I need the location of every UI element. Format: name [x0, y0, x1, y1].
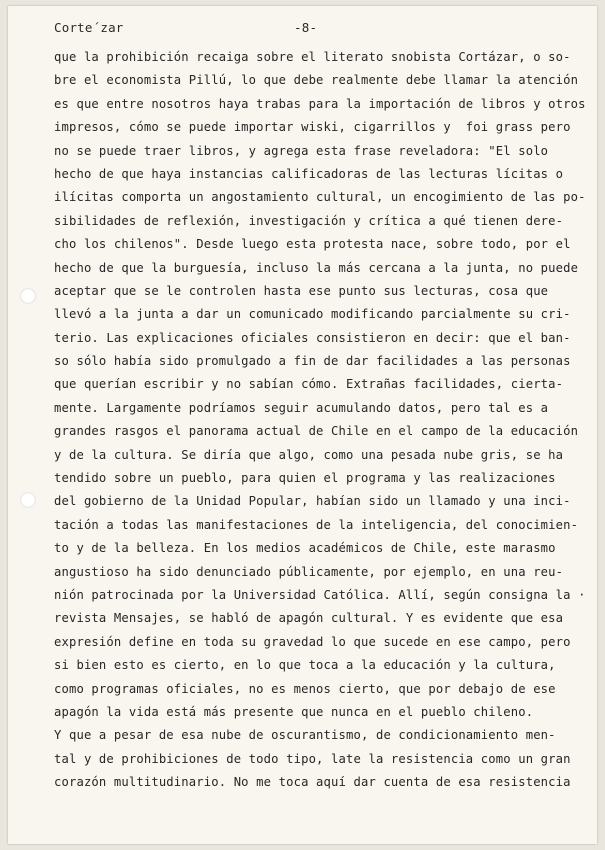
text-line: tal y de prohibiciones de todo tipo, late la resistencia como un gran [54, 751, 571, 766]
punch-hole [20, 288, 36, 304]
text-line: to y de la belleza. En los medios académicos de Chile, este marasmo [54, 541, 556, 556]
text-line: revista Mensajes, se habló de apagón cultural. Y es evidente que esa [54, 611, 564, 626]
text-line: apagón la vida está más presente que nunca en el pueblo chileno. [54, 704, 534, 719]
page-number: -8- [294, 20, 318, 35]
punch-hole [20, 492, 36, 508]
text-line: grandes rasgos el panorama actual de Chile en el campo de la educación [54, 424, 579, 439]
text-line: Y que a pesar de esa nube de oscurantismo, de condicionamiento men- [54, 728, 556, 743]
text-line: como programas oficiales, no es menos cierto, que por debajo de ese [54, 681, 556, 696]
text-line: terio. Las explicaciones oficiales consistieron en decir: que el ban- [54, 330, 571, 345]
text-line: que querían escribir y no sabían cómo. Extrañas facilidades, cierta- [54, 377, 564, 392]
text-line: mente. Largamente podríamos seguir acumulando datos, pero tal es a [54, 400, 549, 415]
text-line: aceptar que se le controlen hasta ese punto sus lecturas, cosa que [54, 283, 549, 298]
text-line: tación a todas las manifestaciones de la inteligencia, del conocimien- [54, 517, 579, 532]
text-line: tendido sobre un pueblo, para quien el programa y las realizaciones [54, 471, 556, 486]
text-line: so sólo había sido promulgado a fin de dar facilidades a las personas [54, 354, 571, 369]
text-line: impresos, cómo se puede importar wiski, cigarrillos y foi grass pero [54, 120, 571, 135]
text-line: hecho de que la burguesía, incluso la más cercana a la junta, no puede [54, 260, 579, 275]
text-line: sibilidades de reflexión, investigación y crítica a qué tienen dere- [54, 213, 564, 228]
text-line: angustioso ha sido denunciado públicamente, por ejemplo, en una reu- [54, 564, 564, 579]
text-line: nión patrocinada por la Universidad Católica. Allí, según consigna la · [54, 587, 586, 602]
document-page [8, 6, 597, 844]
text-line: bre el economista Pillú, lo que debe realmente debe llamar la atención [54, 73, 579, 88]
text-line: no se puede traer libros, y agrega esta frase reveladora: "El solo [54, 143, 549, 158]
typewritten-body [54, 46, 594, 795]
text-line: que la prohibición recaiga sobre el literato snobista Cortázar, o so- [54, 50, 571, 64]
author-name: Corte´zar [54, 20, 124, 35]
text-line: si bien esto es cierto, en lo que toca a la educación y la cultura, [54, 658, 556, 673]
text-line: llevó a la junta a dar un comunicado modificando parcialmente su cri- [54, 307, 571, 322]
text-line: ilícitas comporta un angostamiento cultural, un encogimiento de las po- [54, 190, 586, 205]
text-line: y de la cultura. Se diría que algo, como una pesada nube gris, se ha [54, 447, 564, 462]
text-line: es que entre nosotros haya trabas para la importación de libros y otros [54, 96, 586, 111]
text-line: del gobierno de la Unidad Popular, habían sido un llamado y una inci- [54, 494, 571, 509]
text-line: corazón multitudinario. No me toca aquí dar cuenta de esa resistencia [54, 775, 571, 790]
text-line: cho los chilenos". Desde luego esta protesta nace, sobre todo, por el [54, 237, 571, 252]
text-line: hecho de que haya instancias calificadoras de las lecturas lícitas o [54, 166, 564, 181]
page-header [54, 20, 574, 40]
text-line: expresión define en toda su gravedad lo que sucede en ese campo, pero [54, 634, 571, 649]
